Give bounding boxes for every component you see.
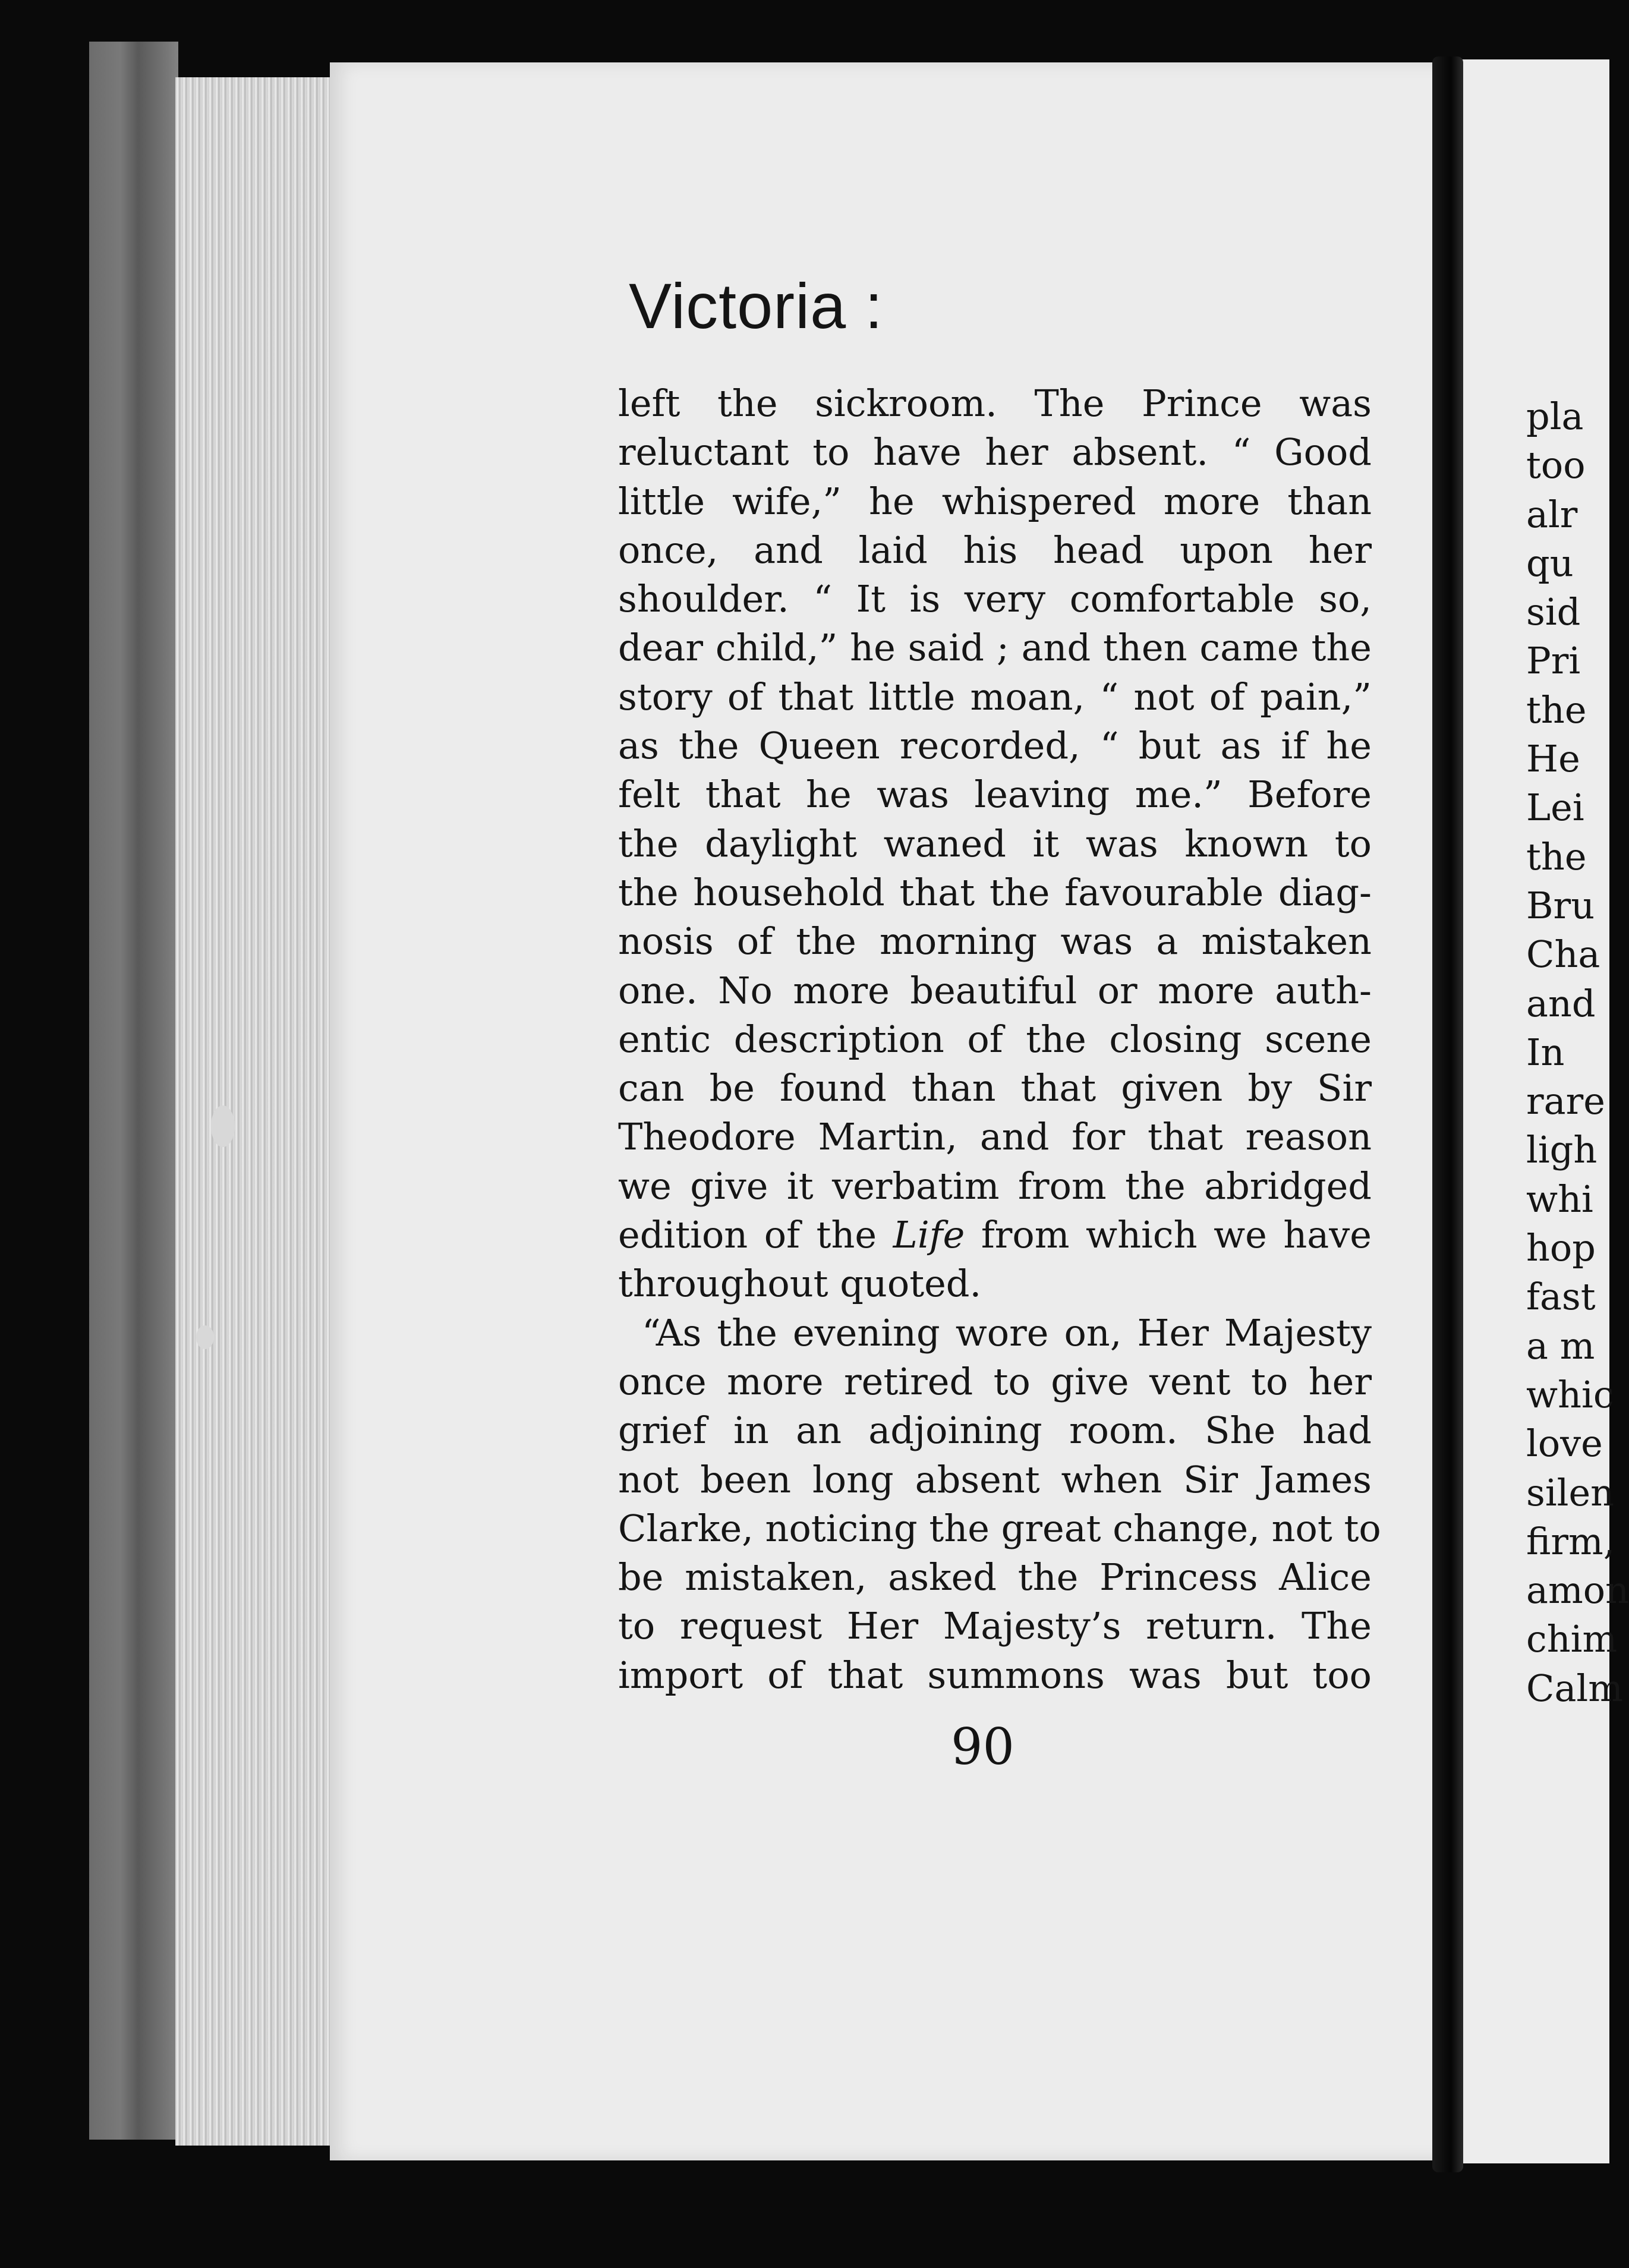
facing-page-line: love: [1526, 1422, 1603, 1466]
text-line: the daylight waned it was known to: [618, 821, 1372, 865]
facing-page-line: fast: [1526, 1275, 1596, 1319]
text-line: little wife,” he whispered more than: [618, 479, 1372, 523]
text-line: once more retired to give vent to her: [618, 1359, 1372, 1403]
facing-page-line: hop: [1526, 1226, 1596, 1270]
text-line-with-italic-title: edition of the Life from which we have: [618, 1213, 1372, 1257]
facing-page-line: alr: [1526, 492, 1578, 536]
facing-page-line: He: [1526, 737, 1580, 781]
text-line: throughout quoted.: [618, 1262, 982, 1306]
text-line: shoulder. “ It is very comfortable so,: [618, 577, 1372, 621]
book-spine: [1432, 56, 1463, 2172]
text-line: can be found than that given by Sir: [618, 1066, 1372, 1110]
text-line: Clarke, noticing the great change, not to: [618, 1506, 1381, 1550]
text-line: import of that summons was but too: [618, 1653, 1372, 1697]
left-page-shadow: [89, 42, 178, 2140]
facing-page-line: In: [1526, 1030, 1565, 1074]
facing-page-line: Cha: [1526, 933, 1600, 976]
paragraph-1: [618, 379, 1372, 1309]
facing-page-line: the: [1526, 688, 1587, 732]
text-line: grief in an adjoining room. She had: [618, 1409, 1372, 1453]
facing-page-line: a m: [1526, 1324, 1595, 1368]
text-line: dear child,” he said ; and then came the: [618, 626, 1372, 670]
facing-page-line: chim: [1526, 1617, 1618, 1661]
facing-page-line: Bru: [1526, 883, 1595, 927]
text-line: be mistaken, asked the Princess Alice: [618, 1555, 1372, 1599]
facing-page-line: pla: [1526, 395, 1584, 438]
paragraph-2-quotation: [618, 1309, 1381, 1700]
facing-page-line: too: [1526, 443, 1586, 487]
text-line: nosis of the morning was a mistaken: [618, 919, 1372, 963]
italic-title: Life: [893, 1213, 965, 1257]
facing-page-line: ligh: [1526, 1128, 1598, 1172]
text-line: “As the evening wore on, Her Majesty: [642, 1311, 1372, 1354]
page-edges: [175, 77, 336, 2146]
text-line: we give it verbatim from the abridged: [618, 1164, 1372, 1208]
facing-page-line: Pri: [1526, 639, 1581, 683]
facing-page-text: [1526, 392, 1629, 1713]
paper-speck: [196, 1325, 214, 1349]
text-line: left the sickroom. The Prince was: [618, 382, 1372, 425]
text-line: Theodore Martin, and for that reason: [618, 1115, 1372, 1159]
paper-speck: [211, 1105, 235, 1147]
text-line: felt that he was leaving me.” Before: [618, 773, 1372, 817]
text-line: story of that little moan, “ not of pain,”: [618, 675, 1372, 719]
text-line: reluctant to have her absent. “ Good: [618, 430, 1372, 474]
facing-page-line: qu: [1526, 541, 1574, 585]
text-line: the household that the favourable diag-: [618, 870, 1372, 914]
facing-page-line: firm,: [1526, 1519, 1615, 1563]
running-head: Victoria :: [629, 270, 884, 342]
facing-page-line: sid: [1526, 590, 1581, 634]
facing-page-line: the: [1526, 834, 1587, 878]
text-line: not been long absent when Sir James: [618, 1457, 1372, 1501]
text-line: entic description of the closing scene: [618, 1017, 1372, 1061]
page-number: 90: [951, 1718, 1014, 1776]
facing-page-line: Lei: [1526, 786, 1584, 830]
facing-page-line: whi: [1526, 1177, 1593, 1221]
text-line: one. No more beautiful or more auth-: [618, 968, 1372, 1012]
facing-page-line: silen: [1526, 1470, 1615, 1514]
facing-page-line: amon: [1526, 1568, 1629, 1612]
facing-page-line: rare: [1526, 1079, 1605, 1123]
body-text: [618, 379, 1381, 1700]
facing-page-line: and: [1526, 981, 1596, 1025]
facing-page-line: Calm: [1526, 1666, 1624, 1710]
text-line: once, and laid his head upon her: [618, 528, 1372, 572]
facing-page-line: whic: [1526, 1372, 1614, 1416]
text-line: to request Her Majesty’s return. The: [618, 1604, 1372, 1648]
text-line: as the Queen recorded, “ but as if he: [618, 724, 1372, 768]
